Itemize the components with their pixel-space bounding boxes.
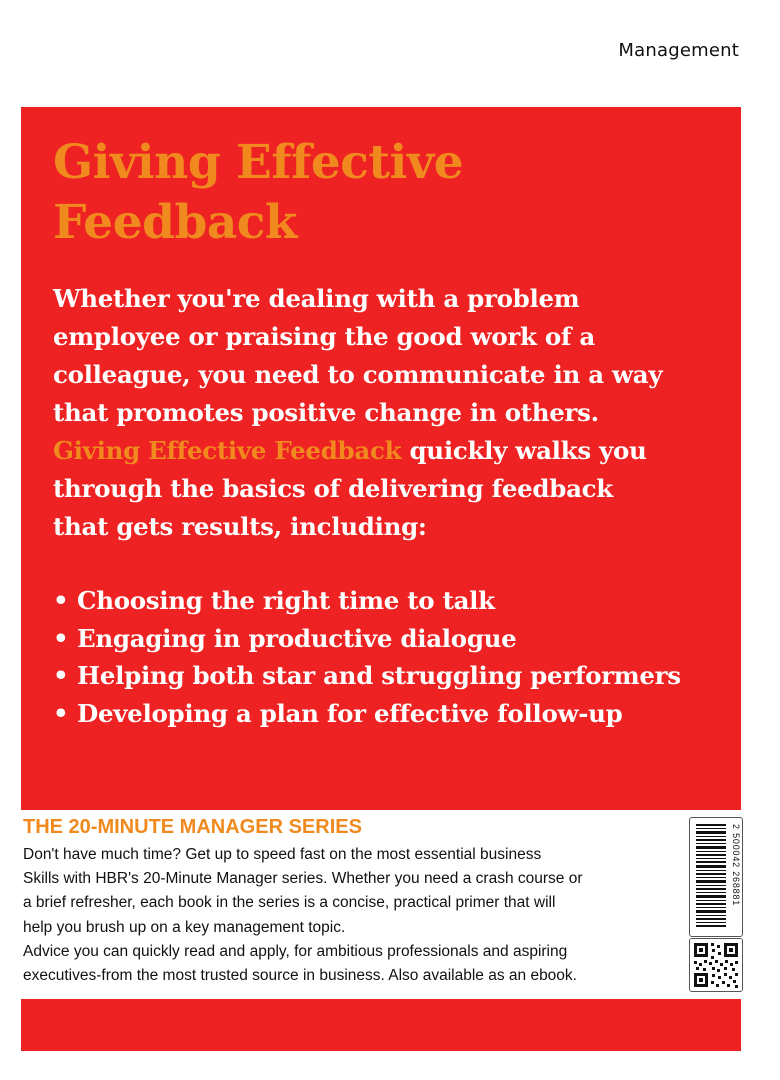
description-line: that promotes positive change in others. [53, 398, 599, 427]
description-line: employee or praising the good work of a [53, 322, 595, 351]
title-line-1: Giving Effective [53, 135, 464, 190]
bottom-color-band [21, 999, 741, 1051]
category-label: Management [618, 40, 739, 61]
feature-text: Engaging in productive dialogue [77, 623, 517, 653]
series-description [23, 843, 663, 988]
description-line: colleague, you need to communicate in a way [53, 360, 663, 389]
bullet-icon: • [53, 661, 69, 690]
highlighted-title: Giving Effective Feedback [53, 436, 402, 465]
title-line-2: Feedback [53, 195, 297, 250]
series-line: Don't have much time? Get up to speed fast on the most essential business [23, 846, 542, 863]
bullet-icon: • [53, 623, 69, 653]
description-line: that gets results, including: [53, 512, 427, 541]
description-line: through the basics of delivering feedback [53, 474, 613, 503]
description-line: quickly walks you [401, 436, 647, 465]
feature-text: Developing a plan for effective follow-up [77, 698, 623, 728]
barcode-number: 2 500042 268881 [731, 824, 741, 907]
series-heading: THE 20-MINUTE MANAGER SERIES [23, 816, 362, 838]
feature-item [53, 657, 681, 695]
description-line: Whether you're dealing with a problem [53, 284, 580, 313]
bullet-icon: • [53, 698, 69, 728]
qr-code-icon [689, 938, 743, 992]
feature-item [53, 582, 681, 620]
series-line: Advice you can quickly read and apply, for ambitious professionals and aspiring [23, 942, 568, 960]
book-description [53, 280, 733, 546]
feature-list [53, 582, 681, 732]
series-line: Skills with HBR's 20-Minute Manager series. Whether you need a crash course or [23, 870, 583, 888]
feature-text: Helping both star and struggling performers [77, 661, 681, 690]
feature-item [53, 695, 681, 733]
feature-text: Choosing the right time to talk [77, 586, 495, 615]
barcode [689, 817, 743, 937]
bullet-icon: • [53, 586, 69, 615]
series-line: executives-from the most trusted source in business. Also available as an ebook. [23, 967, 577, 985]
feature-item [53, 620, 681, 658]
series-line: help you brush up on a key management topic. [23, 918, 346, 936]
book-title [53, 133, 463, 253]
series-line: a brief refresher, each book in the series is a concise, practical primer that will [23, 894, 556, 912]
